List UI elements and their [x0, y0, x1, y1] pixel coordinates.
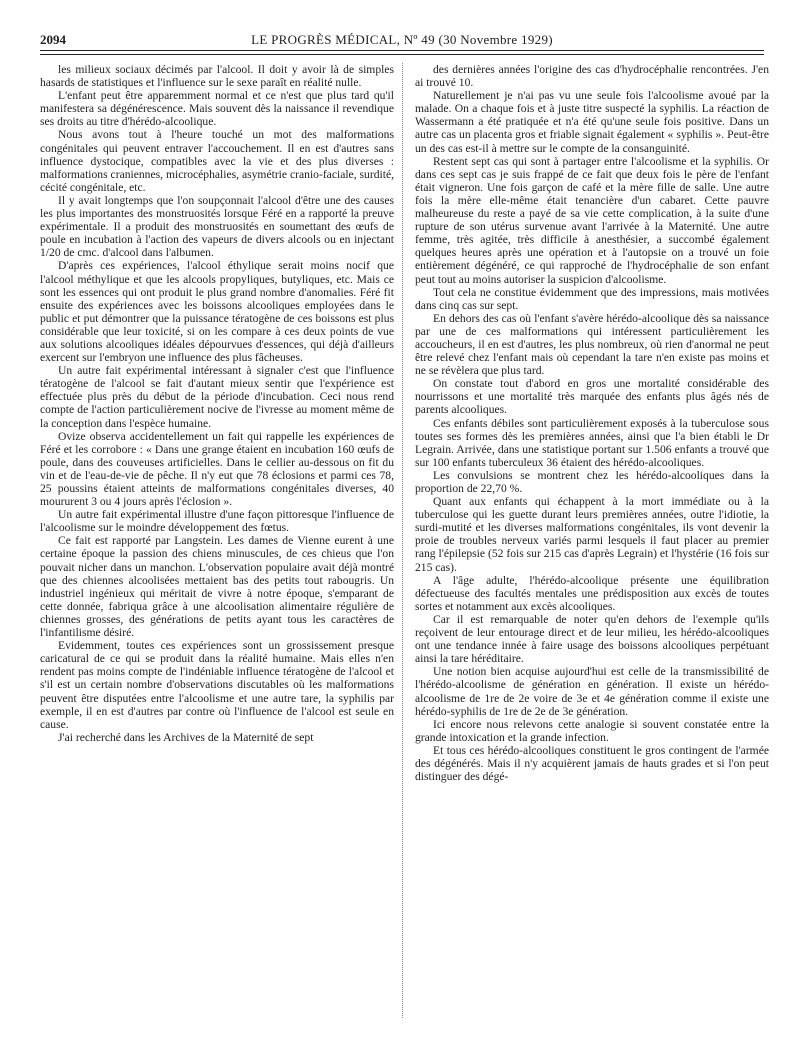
paragraph: Une notion bien acquise aujourd'hui est celle de la transmissibilité de l'hérédo-alcoolisme de génération en génération. Il existe un hérédo-alcoolisme de 1re de 2e voire de 3e et 4e génération comme il existe une hérédo-syphilis de 1re de 2e de 3e génération.: [415, 665, 769, 718]
paragraph: Les convulsions se montrent chez les hérédo-alcooliques dans la proportion de 22,70 %.: [415, 468, 769, 495]
paragraph: Car il est remarquable de noter qu'en dehors de l'exemple qu'ils reçoivent de leur entourage direct et de leur milieu, les hérédo-alcooliques ont une tendance innée à faire usage des boissons alcooliques perpétuant ainsi la tare héréditaire.: [415, 612, 769, 666]
paragraph: On constate tout d'abord en gros une mortalité considérable des nourrissons et une mortalité très marquée des enfants plus âgés nés de parents alcooliques.: [415, 377, 769, 417]
right-column: [415, 63, 769, 783]
paragraph: J'ai recherché dans les Archives de la Maternité de sept: [58, 730, 314, 744]
paragraph: des dernières années l'origine des cas d'hydrocéphalie rencontrées. J'en ai trouvé 10.: [415, 63, 769, 90]
paragraph: Naturellement je n'ai pas vu une seule fois l'alcoolisme avoué par la malade. On a chaque fois et à juste titre suspecté la syphilis. La réaction de Wassermann a été pratiquée et n'a été qu'une seule fois positive. Dans un autre cas un placenta gros et friable signait également « syphilis ». Peut-être un des cas est-il à mettre sur le compte de la consanguinité.: [415, 89, 769, 155]
paragraph: En dehors des cas où l'enfant s'avère hérédo-alcoolique dès sa naissance par une de ces malformations qui intéressent particulièrement les accoucheurs, il en est d'autres, les plus nombreux, où rien d'anormal ne peut être relevé chez l'enfant mais où cependant la tare n'en existe pas moins et ne se révèlera que plus tard.: [415, 311, 769, 378]
page-number: 2094: [40, 32, 66, 47]
paragraph: Restent sept cas qui sont à partager entre l'alcoolisme et la syphilis. Or dans ces sept cas je suis frappé de ce fait que deux fois le père de l'enfant était vigneron. Une fois garçon de café et la mère fille de salle. Une autre fois la mère elle-même était tenancière d'un cabaret. Cette pauvre malheureuse du reste a payé de sa vie cette complication, à la suite d'une rupture de son utérus survenue avant l'arrivée à la Maternité. Une autre femme, très agitée, très difficile à anesthésier, a succombé également quelques heures après une opération et à l'autopsie on a trouvé un foie entièrement dégénéré, ce qui rapproché de l'hydrocéphalie de son enfant peut tout au moins autoriser la suspicion d'alcoolisme.: [415, 154, 769, 286]
paragraph: Il y avait longtemps que l'on soupçonnait l'alcool d'être une des causes les plus importantes des monstruosités lorsque Féré en a rapporté la preuve expérimentale. Il a produit des monstruosités en soumettant des œufs de poule en incubation à l'action des vapeurs de divers alcools ou en injectant 1/20 de cmc. d'alcool dans l'albumen.: [40, 193, 394, 260]
paragraph: Ovize observa accidentellement un fait qui rappelle les expériences de Féré et les corrobore : « Dans une grange étaient en incubation 160 œufs de poule, dans des couveuses artificielles. Dans le cellier au-dessous on fit du vin et de l'eau-de-vie de pêche. Il n'y eut que 78 éclosions et parmi ces 78, 25 poussins étaient atteints de malformations congénitales diverses, 40 moururent 3 ou 4 jours après l'éclosion ».: [40, 429, 394, 509]
paragraph: L'enfant peut être apparemment normal et ce n'est que plus tard qu'il manifestera sa dégénérescence. Mais souvent dès la naissance il revendique ses droits au titre d'hérédo-alcoolique.: [40, 89, 394, 129]
paragraph: Ce fait est rapporté par Langstein. Les dames de Vienne eurent à une certaine époque la passion des chiens minuscules, de ces chieus que l'on pouvait nicher dans un manchon. L'observation populaire avait déjà montré que des chiennes alcoolisées mettaient bas des petits tout rabougris. Un industriel ingénieux qui méritait de vivre à notre époque, s'emparant de cette donnée, fabriqua grâce à une alcoolisation alimentaire régulière de chiennes grosses, des générations de petits ayant tous les caractères de l'infantilisme désiré.: [40, 534, 394, 640]
paragraph: D'après ces expériences, l'alcool éthylique serait moins nocif que l'alcool méthylique et que les alcools propyliques, butyliques, etc. Mais ce sont les essences qui ont produit le plus grand nombre d'anomalies. Féré fit ensuite des expériences avec les boissons alcooliques employées dans le public et put démontrer que la puissance tératogène de ces boissons est plus considérable que leur toxicité, si on les compare à ces deux points de vue aux solutions alcooliques idéales dépourvues d'essences, qui déjà d'ailleurs exercent sur l'embryon une influence des plus fâcheuses.: [40, 259, 394, 365]
left-column: [40, 63, 394, 744]
paragraph: Evidemment, toutes ces expériences sont un grossissement presque caricatural de ce qui se produit dans la réalité humaine. Mais elles n'en rendent pas moins compte de l'indéniable influence tératogène de l'alcool et s'il est un certain nombre d'observations discutables où les malformations peuvent être disputées entre l'alcoolisme et une autre tare, la syphilis par exemple, il en est d'autres par contre où l'influence de l'alcool est seule en cause.: [40, 639, 394, 731]
paragraph: les milieux sociaux décimés par l'alcool. Il doit y avoir là de simples hasards de statistiques et l'influence sur le sexe paraît en réalité nulle.: [40, 63, 394, 90]
running-title: LE PROGRÈS MÉDICAL, Nº 49 (30 Novembre 1929): [251, 32, 553, 47]
paragraph: A l'âge adulte, l'hérédo-alcoolique présente une équilibration défectueuse des facultés mentales une prédisposition aux excès de toutes sortes et notamment aux excès alcooliques.: [415, 573, 769, 613]
page-header: [40, 30, 764, 50]
paragraph: Nous avons tout à l'heure touché un mot des malformations congénitales qui peuvent entraver l'accouchement. Il en est d'autres sans influence dystocique, compatibles avec la vie et des plus diverses : malformations craniennes, microcéphalies, asymétrie cranio-faciale, surdité, cécité congénitale, etc.: [40, 128, 394, 194]
paragraph: Ces enfants débiles sont particulièrement exposés à la tuberculose sous toutes ses formes dès les premières années, ainsi que l'a bien établi le Dr Legrain. Arrivée, dans une statistique portant sur 1.506 enfants a trouvé que sur 100 enfants tuberculeux 36 étaient des hérédo-alcooliques.: [415, 416, 769, 469]
paragraph: Ici encore nous relevons cette analogie si souvent constatée entre la grande intoxication et la grande infection.: [415, 717, 769, 744]
paragraph: Un autre fait expérimental illustre d'une façon pittoresque l'influence de l'alcoolisme sur le moindre développement des fœtus.: [40, 508, 394, 535]
header-rule-thin: [40, 54, 764, 55]
paragraph: Un autre fait expérimental intéressant à signaler c'est que l'influence tératogène de l'alcool se fait d'autant mieux sentir que l'expérience est effectuée plus près du début de la période d'incubation. Ceci nous rend compte de l'action particulièrement nocive de l'ivresse au moment même de la conception dans l'espèce humaine.: [40, 364, 394, 430]
paragraph: Et tous ces hérédo-alcooliques constituent le gros contingent de l'armée des dégénérés. Mais il n'y acquièrent jamais de hauts grades et si l'on peut distinguer des dégé-: [415, 743, 769, 784]
header-rule: [40, 50, 764, 51]
paragraph: Quant aux enfants qui échappent à la mort immédiate ou à la tuberculose qui les guette durant leurs premières années, outre l'idiotie, la surdi-mutité et les diverses malformations congénitales, ils vont devenir la proie de troubles nerveux variés parmi lesquels il faut placer au premier rang l'épilepsie (52 fois sur 215 cas d'après Legrain) et l'hystérie (16 fois sur 215 cas).: [415, 495, 769, 574]
column-divider: [402, 63, 403, 1018]
paragraph: Tout cela ne constitue évidemment que des impressions, mais motivées dans cinq cas sur sept.: [415, 285, 769, 312]
